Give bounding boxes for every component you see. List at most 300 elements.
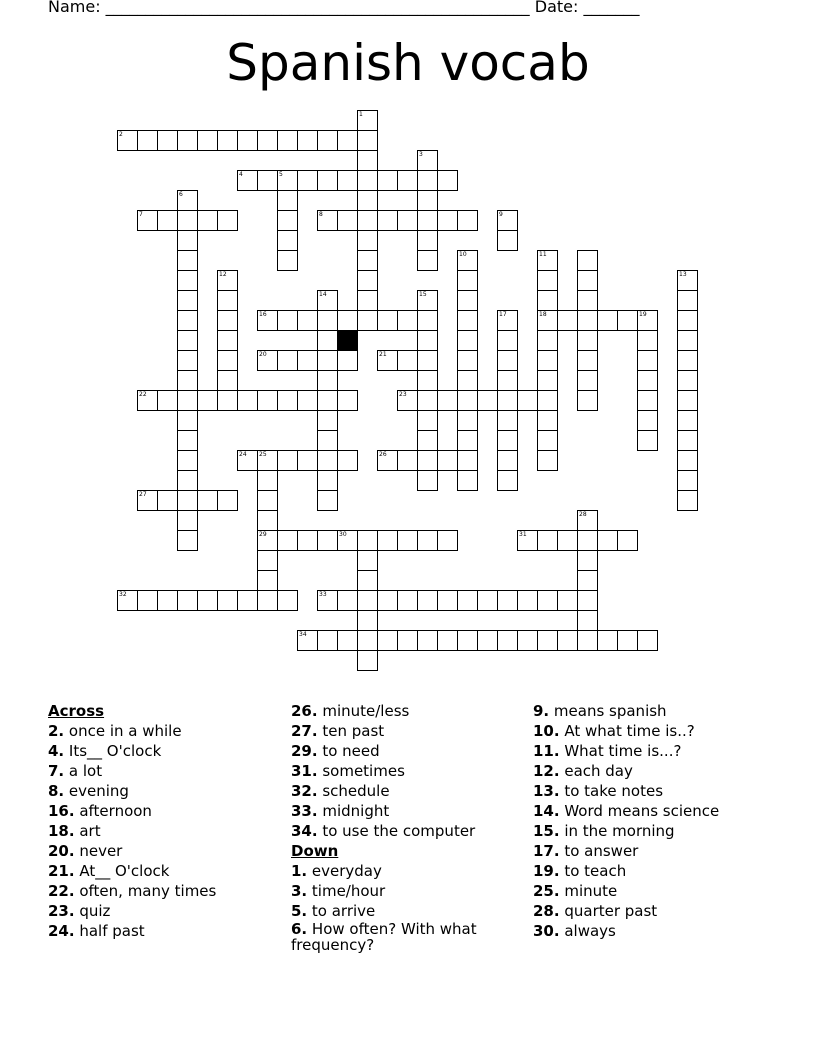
grid-cell[interactable]	[317, 210, 338, 231]
grid-cell[interactable]	[357, 270, 378, 291]
clue-number: 18	[539, 311, 547, 318]
grid-cell[interactable]	[177, 210, 198, 231]
grid-cell[interactable]	[377, 170, 398, 191]
grid-cell[interactable]	[677, 470, 698, 491]
grid-cell[interactable]	[317, 450, 338, 471]
grid-cell[interactable]	[457, 210, 478, 231]
grid-cell[interactable]	[597, 310, 618, 331]
grid-cell[interactable]	[257, 490, 278, 511]
grid-cell[interactable]	[357, 590, 378, 611]
grid-cell[interactable]	[577, 250, 598, 271]
grid-cell[interactable]	[357, 150, 378, 171]
grid-cell[interactable]	[677, 330, 698, 351]
grid-cell[interactable]	[237, 450, 258, 471]
grid-cell[interactable]	[357, 170, 378, 191]
grid-cell[interactable]	[137, 490, 158, 511]
grid-cell[interactable]	[497, 410, 518, 431]
grid-cell[interactable]	[297, 630, 318, 651]
grid-cell[interactable]	[257, 130, 278, 151]
grid-cell[interactable]	[517, 530, 538, 551]
grid-cell[interactable]	[317, 310, 338, 331]
grid-cell[interactable]	[437, 450, 458, 471]
grid-cell[interactable]	[617, 530, 638, 551]
grid-cell[interactable]	[217, 390, 238, 411]
grid-cell[interactable]	[677, 390, 698, 411]
grid-cell[interactable]	[277, 190, 298, 211]
grid-cell[interactable]	[457, 350, 478, 371]
grid-cell[interactable]	[517, 590, 538, 611]
grid-cell[interactable]	[417, 450, 438, 471]
grid-cell[interactable]	[217, 290, 238, 311]
grid-cell[interactable]	[217, 370, 238, 391]
black-square	[337, 330, 358, 351]
clue-number-label: 32.	[291, 782, 318, 800]
grid-cell[interactable]	[377, 530, 398, 551]
grid-cell[interactable]	[357, 530, 378, 551]
grid-cell[interactable]	[137, 390, 158, 411]
clue-text: art	[74, 822, 101, 840]
grid-cell[interactable]	[497, 390, 518, 411]
grid-cell[interactable]	[117, 130, 138, 151]
grid-cell[interactable]	[417, 190, 438, 211]
grid-cell[interactable]	[577, 390, 598, 411]
clue-text: At what time is..?	[559, 722, 695, 740]
grid-cell[interactable]	[237, 170, 258, 191]
grid-cell[interactable]	[257, 590, 278, 611]
grid-cell[interactable]	[517, 390, 538, 411]
grid-cell[interactable]	[597, 630, 618, 651]
grid-cell[interactable]	[257, 510, 278, 531]
grid-cell[interactable]	[537, 450, 558, 471]
grid-cell[interactable]	[217, 590, 238, 611]
grid-cell[interactable]	[577, 570, 598, 591]
grid-cell[interactable]	[157, 210, 178, 231]
grid-cell[interactable]	[557, 310, 578, 331]
grid-cell[interactable]	[457, 330, 478, 351]
grid-cell[interactable]	[197, 590, 218, 611]
grid-cell[interactable]	[577, 310, 598, 331]
grid-cell[interactable]	[357, 210, 378, 231]
grid-cell[interactable]	[317, 630, 338, 651]
grid-cell[interactable]	[497, 310, 518, 331]
grid-cell[interactable]	[357, 130, 378, 151]
grid-cell[interactable]	[477, 630, 498, 651]
grid-cell[interactable]	[137, 590, 158, 611]
grid-cell[interactable]	[637, 430, 658, 451]
grid-cell[interactable]	[637, 330, 658, 351]
grid-cell[interactable]	[397, 350, 418, 371]
grid-cell[interactable]	[637, 370, 658, 391]
grid-cell[interactable]	[457, 430, 478, 451]
grid-cell[interactable]	[277, 390, 298, 411]
grid-cell[interactable]	[237, 390, 258, 411]
grid-cell[interactable]	[157, 390, 178, 411]
grid-cell[interactable]	[197, 130, 218, 151]
grid-cell[interactable]	[497, 230, 518, 251]
grid-cell[interactable]	[537, 430, 558, 451]
grid-cell[interactable]	[457, 250, 478, 271]
grid-cell[interactable]	[437, 390, 458, 411]
grid-cell[interactable]	[177, 130, 198, 151]
grid-cell[interactable]	[217, 210, 238, 231]
grid-cell[interactable]	[417, 390, 438, 411]
grid-cell[interactable]	[437, 530, 458, 551]
clue-number-label: 33.	[291, 802, 318, 820]
grid-cell[interactable]	[357, 550, 378, 571]
grid-cell[interactable]	[577, 590, 598, 611]
grid-cell[interactable]	[457, 410, 478, 431]
grid-cell[interactable]	[437, 630, 458, 651]
grid-cell[interactable]	[457, 370, 478, 391]
grid-cell[interactable]	[537, 250, 558, 271]
grid-cell[interactable]	[377, 350, 398, 371]
grid-cell[interactable]	[177, 250, 198, 271]
grid-cell[interactable]	[337, 390, 358, 411]
grid-cell[interactable]	[257, 350, 278, 371]
grid-cell[interactable]	[577, 530, 598, 551]
clue-number: 6	[179, 191, 183, 198]
clue-item	[48, 801, 216, 821]
grid-cell[interactable]	[177, 530, 198, 551]
grid-cell[interactable]	[577, 350, 598, 371]
grid-cell[interactable]	[257, 470, 278, 491]
grid-cell[interactable]	[537, 290, 558, 311]
grid-cell[interactable]	[577, 330, 598, 351]
grid-cell[interactable]	[337, 630, 358, 651]
grid-cell[interactable]	[397, 630, 418, 651]
grid-cell[interactable]	[397, 450, 418, 471]
grid-cell[interactable]	[257, 450, 278, 471]
grid-cell[interactable]	[337, 450, 358, 471]
grid-cell[interactable]	[217, 310, 238, 331]
grid-cell[interactable]	[317, 530, 338, 551]
grid-cell[interactable]	[277, 350, 298, 371]
grid-cell[interactable]	[417, 310, 438, 331]
grid-cell[interactable]	[317, 290, 338, 311]
grid-cell[interactable]	[297, 170, 318, 191]
grid-cell[interactable]	[677, 450, 698, 471]
grid-cell[interactable]	[637, 630, 658, 651]
grid-cell[interactable]	[497, 210, 518, 231]
grid-cell[interactable]	[337, 130, 358, 151]
clue-number-label: 25.	[533, 882, 560, 900]
grid-cell[interactable]	[677, 350, 698, 371]
grid-cell[interactable]	[617, 630, 638, 651]
grid-cell[interactable]	[517, 630, 538, 651]
grid-cell[interactable]	[317, 330, 338, 351]
clue-text: schedule	[317, 782, 390, 800]
grid-cell[interactable]	[157, 590, 178, 611]
grid-cell[interactable]	[497, 330, 518, 351]
grid-cell[interactable]	[497, 350, 518, 371]
grid-cell[interactable]	[137, 210, 158, 231]
grid-cell[interactable]	[497, 370, 518, 391]
clue-column-3	[533, 701, 719, 941]
grid-cell[interactable]	[597, 530, 618, 551]
grid-cell[interactable]	[177, 410, 198, 431]
grid-cell[interactable]	[537, 390, 558, 411]
grid-cell[interactable]	[357, 570, 378, 591]
grid-cell[interactable]	[537, 530, 558, 551]
grid-cell[interactable]	[477, 390, 498, 411]
grid-cell[interactable]	[457, 270, 478, 291]
grid-cell[interactable]	[217, 130, 238, 151]
clue-item	[533, 721, 719, 741]
grid-cell[interactable]	[637, 390, 658, 411]
grid-cell[interactable]	[537, 330, 558, 351]
grid-cell[interactable]	[397, 210, 418, 231]
clue-text: everyday	[307, 862, 382, 880]
grid-cell[interactable]	[357, 190, 378, 211]
grid-cell[interactable]	[377, 590, 398, 611]
grid-cell[interactable]	[137, 130, 158, 151]
grid-cell[interactable]	[577, 290, 598, 311]
grid-cell[interactable]	[417, 410, 438, 431]
grid-cell[interactable]	[457, 590, 478, 611]
grid-cell[interactable]	[577, 610, 598, 631]
grid-cell[interactable]	[317, 350, 338, 371]
grid-cell[interactable]	[177, 450, 198, 471]
grid-cell[interactable]	[437, 170, 458, 191]
grid-cell[interactable]	[117, 590, 138, 611]
grid-cell[interactable]	[677, 490, 698, 511]
grid-cell[interactable]	[677, 290, 698, 311]
grid-cell[interactable]	[257, 530, 278, 551]
grid-cell[interactable]	[177, 430, 198, 451]
grid-cell[interactable]	[177, 370, 198, 391]
grid-cell[interactable]	[617, 310, 638, 331]
grid-cell[interactable]	[217, 270, 238, 291]
grid-cell[interactable]	[317, 390, 338, 411]
grid-cell[interactable]	[677, 270, 698, 291]
clue-number: 15	[419, 291, 427, 298]
grid-cell[interactable]	[577, 510, 598, 531]
grid-cell[interactable]	[437, 590, 458, 611]
grid-cell[interactable]	[377, 310, 398, 331]
grid-cell[interactable]	[417, 630, 438, 651]
grid-cell[interactable]	[197, 390, 218, 411]
clue-number: 8	[319, 211, 323, 218]
grid-cell[interactable]	[637, 310, 658, 331]
grid-cell[interactable]	[177, 230, 198, 251]
grid-cell[interactable]	[457, 310, 478, 331]
grid-cell[interactable]	[217, 490, 238, 511]
grid-cell[interactable]	[237, 130, 258, 151]
grid-cell[interactable]	[317, 430, 338, 451]
grid-cell[interactable]	[377, 210, 398, 231]
grid-cell[interactable]	[357, 310, 378, 331]
grid-cell[interactable]	[497, 630, 518, 651]
clue-number-label: 4.	[48, 742, 65, 760]
grid-cell[interactable]	[577, 550, 598, 571]
grid-cell[interactable]	[317, 490, 338, 511]
grid-cell[interactable]	[177, 310, 198, 331]
grid-cell[interactable]	[257, 550, 278, 571]
grid-cell[interactable]	[177, 330, 198, 351]
grid-cell[interactable]	[537, 410, 558, 431]
grid-cell[interactable]	[277, 170, 298, 191]
grid-cell[interactable]	[277, 130, 298, 151]
grid-cell[interactable]	[357, 630, 378, 651]
grid-cell[interactable]	[297, 530, 318, 551]
grid-cell[interactable]	[577, 370, 598, 391]
grid-cell[interactable]	[537, 310, 558, 331]
grid-cell[interactable]	[317, 470, 338, 491]
grid-cell[interactable]	[477, 590, 498, 611]
grid-cell[interactable]	[317, 410, 338, 431]
grid-cell[interactable]	[317, 130, 338, 151]
grid-cell[interactable]	[637, 350, 658, 371]
clue-text: quiz	[74, 902, 111, 920]
grid-cell[interactable]	[337, 590, 358, 611]
grid-cell[interactable]	[157, 130, 178, 151]
grid-cell[interactable]	[437, 210, 458, 231]
grid-cell[interactable]	[297, 310, 318, 331]
clue-number-label: 30.	[533, 922, 560, 940]
grid-cell[interactable]	[177, 590, 198, 611]
grid-cell[interactable]	[677, 370, 698, 391]
grid-cell[interactable]	[417, 250, 438, 271]
grid-cell[interactable]	[397, 170, 418, 191]
grid-cell[interactable]	[397, 590, 418, 611]
clue-number-label: 7.	[48, 762, 65, 780]
grid-cell[interactable]	[417, 470, 438, 491]
grid-cell[interactable]	[497, 430, 518, 451]
grid-cell[interactable]	[557, 530, 578, 551]
clue-number-label: 6.	[291, 920, 308, 938]
grid-cell[interactable]	[317, 590, 338, 611]
grid-cell[interactable]	[297, 450, 318, 471]
grid-cell[interactable]	[357, 650, 378, 671]
clue-text: quarter past	[559, 902, 658, 920]
grid-cell[interactable]	[417, 590, 438, 611]
name-date-line[interactable]: Name: _____________________________________________________ Date: _______	[48, 0, 640, 16]
grid-cell[interactable]	[277, 590, 298, 611]
grid-cell[interactable]	[257, 570, 278, 591]
grid-cell[interactable]	[357, 290, 378, 311]
clue-number: 34	[299, 631, 307, 638]
clue-item	[48, 821, 216, 841]
grid-cell[interactable]	[297, 350, 318, 371]
grid-cell[interactable]	[417, 150, 438, 171]
grid-cell[interactable]	[217, 330, 238, 351]
grid-cell[interactable]	[577, 630, 598, 651]
grid-cell[interactable]	[157, 490, 178, 511]
grid-cell[interactable]	[637, 410, 658, 431]
grid-cell[interactable]	[257, 390, 278, 411]
grid-cell[interactable]	[277, 230, 298, 251]
grid-cell[interactable]	[417, 170, 438, 191]
grid-cell[interactable]	[397, 310, 418, 331]
grid-cell[interactable]	[417, 530, 438, 551]
grid-cell[interactable]	[337, 350, 358, 371]
grid-cell[interactable]	[457, 390, 478, 411]
grid-cell[interactable]	[417, 290, 438, 311]
grid-cell[interactable]	[417, 210, 438, 231]
clue-number: 32	[119, 591, 127, 598]
grid-cell[interactable]	[377, 450, 398, 471]
grid-cell[interactable]	[257, 310, 278, 331]
grid-cell[interactable]	[257, 170, 278, 191]
grid-cell[interactable]	[397, 390, 418, 411]
grid-cell[interactable]	[357, 250, 378, 271]
grid-cell[interactable]	[337, 310, 358, 331]
grid-cell[interactable]	[237, 590, 258, 611]
clue-item	[291, 861, 496, 881]
grid-cell[interactable]	[417, 330, 438, 351]
grid-cell[interactable]	[677, 310, 698, 331]
grid-cell[interactable]	[357, 230, 378, 251]
grid-cell[interactable]	[197, 210, 218, 231]
grid-cell[interactable]	[177, 290, 198, 311]
clue-number-label: 27.	[291, 722, 318, 740]
grid-cell[interactable]	[577, 270, 598, 291]
grid-cell[interactable]	[277, 450, 298, 471]
grid-cell[interactable]	[297, 390, 318, 411]
grid-cell[interactable]	[417, 370, 438, 391]
grid-cell[interactable]	[277, 310, 298, 331]
grid-cell[interactable]	[497, 590, 518, 611]
grid-cell[interactable]	[217, 350, 238, 371]
clue-number-label: 22.	[48, 882, 75, 900]
grid-cell[interactable]	[457, 630, 478, 651]
grid-cell[interactable]	[177, 350, 198, 371]
grid-cell[interactable]	[297, 130, 318, 151]
grid-cell[interactable]	[457, 450, 478, 471]
clue-number: 30	[339, 531, 347, 538]
clue-text: never	[74, 842, 123, 860]
grid-cell[interactable]	[497, 470, 518, 491]
grid-cell[interactable]	[357, 610, 378, 631]
grid-cell[interactable]	[397, 530, 418, 551]
grid-cell[interactable]	[677, 410, 698, 431]
grid-cell[interactable]	[337, 170, 358, 191]
grid-cell[interactable]	[417, 350, 438, 371]
grid-cell[interactable]	[537, 630, 558, 651]
grid-cell[interactable]	[537, 270, 558, 291]
grid-cell[interactable]	[277, 530, 298, 551]
clue-number: 27	[139, 491, 147, 498]
grid-cell[interactable]	[497, 450, 518, 471]
grid-cell[interactable]	[177, 390, 198, 411]
grid-cell[interactable]	[317, 170, 338, 191]
grid-cell[interactable]	[537, 370, 558, 391]
clue-number: 23	[399, 391, 407, 398]
grid-cell[interactable]	[377, 630, 398, 651]
grid-cell[interactable]	[177, 470, 198, 491]
grid-cell[interactable]	[177, 510, 198, 531]
grid-cell[interactable]	[537, 350, 558, 371]
grid-cell[interactable]	[537, 590, 558, 611]
grid-cell[interactable]	[457, 290, 478, 311]
grid-cell[interactable]	[357, 110, 378, 131]
grid-cell[interactable]	[177, 490, 198, 511]
grid-cell[interactable]	[317, 370, 338, 391]
grid-cell[interactable]	[177, 270, 198, 291]
grid-cell[interactable]	[197, 490, 218, 511]
grid-cell[interactable]	[417, 430, 438, 451]
grid-cell[interactable]	[457, 470, 478, 491]
grid-cell[interactable]	[337, 210, 358, 231]
grid-cell[interactable]	[557, 630, 578, 651]
grid-cell[interactable]	[277, 250, 298, 271]
grid-cell[interactable]	[677, 430, 698, 451]
grid-cell[interactable]	[277, 210, 298, 231]
grid-cell[interactable]	[417, 230, 438, 251]
grid-cell[interactable]	[557, 590, 578, 611]
grid-cell[interactable]	[337, 530, 358, 551]
grid-cell[interactable]	[177, 190, 198, 211]
